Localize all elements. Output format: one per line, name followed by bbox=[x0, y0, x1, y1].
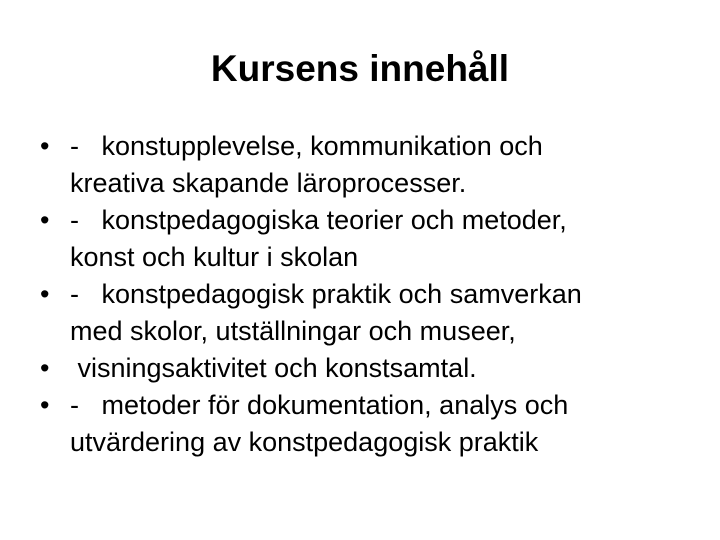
bullet-icon: • bbox=[40, 205, 50, 235]
bullet-icon: • bbox=[40, 390, 50, 420]
bullet-item-2 bbox=[40, 202, 710, 276]
bullet-item-5 bbox=[40, 387, 710, 461]
bullet-line: konst och kultur i skolan bbox=[70, 242, 359, 272]
bullet-line: med skolor, utställningar och museer, bbox=[70, 316, 516, 346]
bullet-icon: • bbox=[40, 131, 50, 161]
bullet-icon: • bbox=[40, 353, 50, 383]
slide-title: Kursens innehåll bbox=[210, 48, 510, 89]
bullet-item-4 bbox=[40, 350, 710, 387]
bullet-line: kreativa skapande läroprocesser. bbox=[70, 168, 467, 198]
bullet-line: - metoder för dokumentation, analys och bbox=[70, 390, 569, 420]
bullet-list bbox=[40, 128, 710, 461]
bullet-line: - konstupplevelse, kommunikation och bbox=[70, 131, 543, 161]
bullet-item-3 bbox=[40, 276, 710, 350]
bullet-icon: • bbox=[40, 279, 50, 309]
bullet-line: visningsaktivitet och konstsamtal. bbox=[70, 353, 477, 383]
bullet-line: - konstpedagogiska teorier och metoder, bbox=[70, 205, 567, 235]
bullet-line: - konstpedagogisk praktik och samverkan bbox=[70, 279, 582, 309]
bullet-item-1 bbox=[40, 128, 710, 202]
bullet-line: utvärdering av konstpedagogisk praktik bbox=[70, 427, 539, 457]
